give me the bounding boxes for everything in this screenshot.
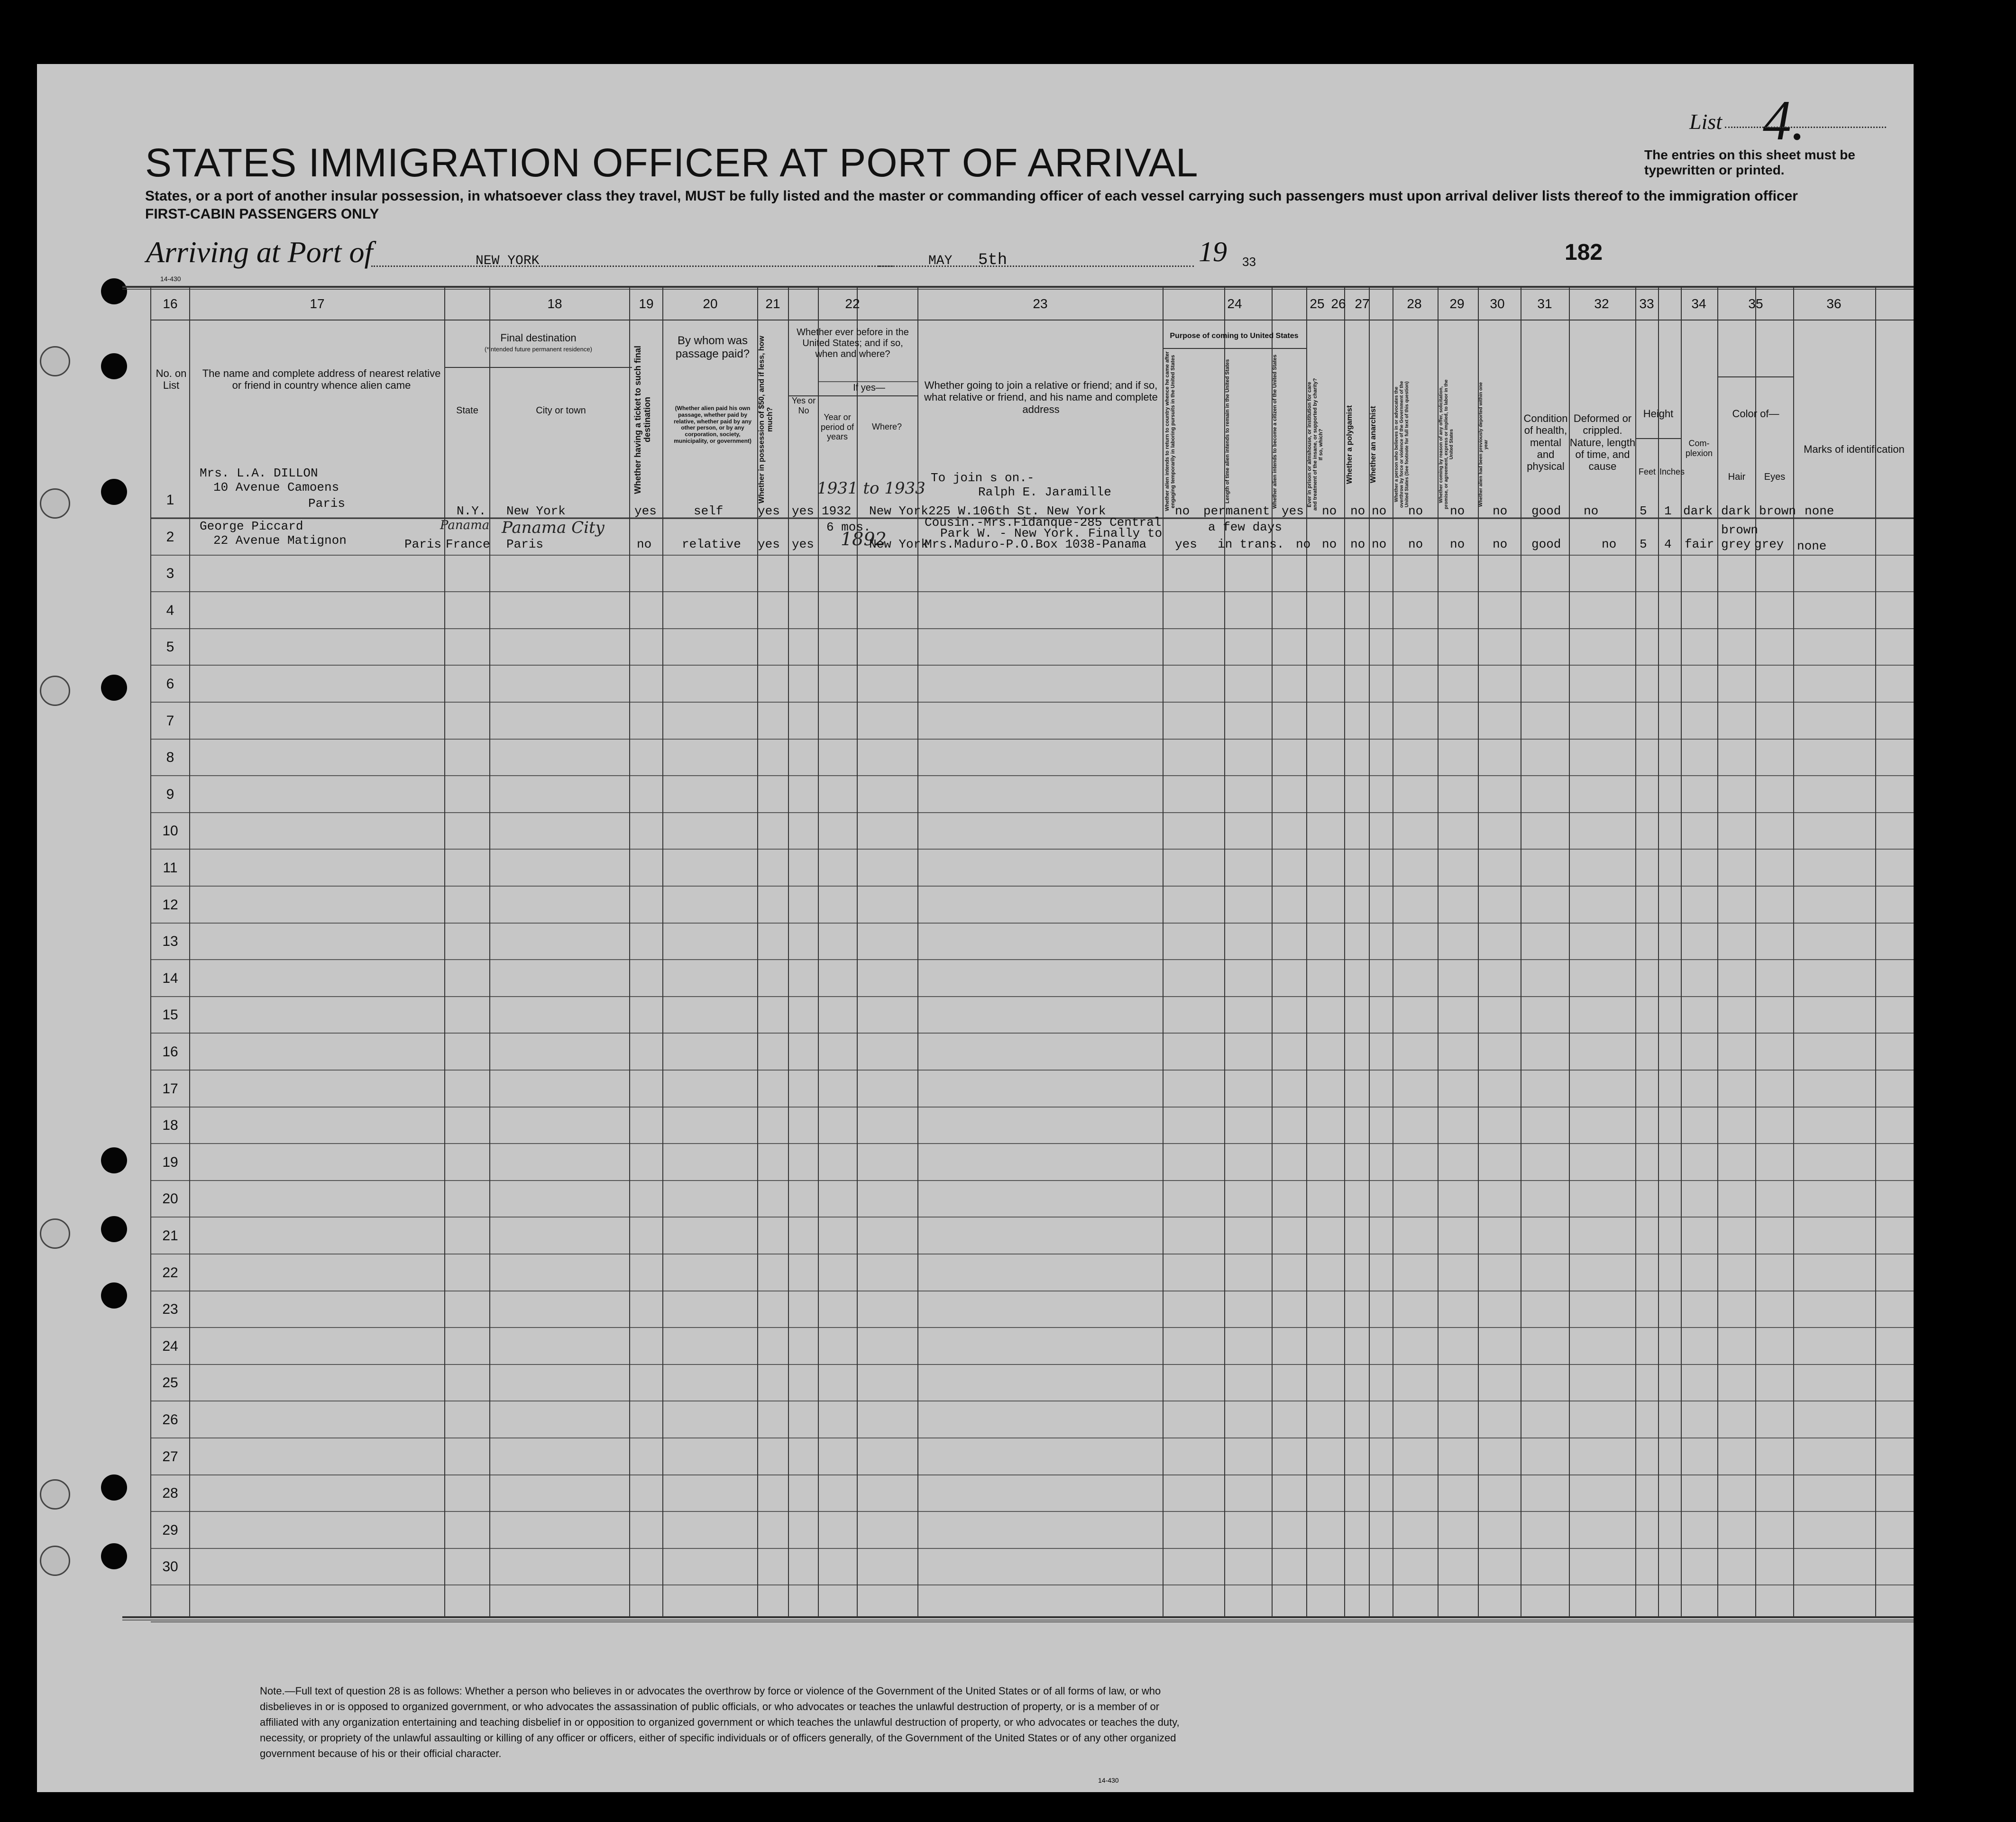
entry2-q29: no (1450, 537, 1465, 551)
entry1-polygamist: no (1350, 504, 1365, 518)
column-number-26: 26 (1331, 296, 1346, 311)
entry2-marks: none (1797, 539, 1827, 553)
header-health: Condition of health, mental and physical (1523, 412, 1568, 473)
row-number-5: 5 (166, 639, 174, 655)
column-number-20: 20 (703, 296, 718, 311)
arriving-label: Arriving at Port of (146, 235, 373, 269)
entry2-ticket: no (637, 537, 652, 551)
entry1-length: permanent (1203, 504, 1270, 518)
entry1-before: yes (792, 504, 814, 518)
header-purpose: Purpose of coming to United States (1170, 332, 1299, 340)
header-color: Color of— (1732, 408, 1779, 420)
entry1-inches: 1 (1664, 504, 1672, 518)
entry2-where: New York (869, 537, 928, 551)
footnote-form-code: 14-430 (1098, 1776, 1119, 1784)
column-number-35: 35 (1748, 296, 1763, 311)
entry2-inches: 4 (1664, 537, 1672, 551)
header-anarchist: Whether an anarchist (1369, 406, 1377, 483)
entry1-join-line3: 225 W.106th St. New York (928, 504, 1106, 518)
header-q28: Whether a person who believes in or advocates the overthrow by force or violence of the Government of the United States (See footnote for full text of this question) (1394, 381, 1410, 508)
footnote-question-28: Note.—Full text of question 28 is as follows: Whether a person who believes in or advocates the overthrow by force or violence of the Government of the United States or of all forms of law, or who disbelieves in or is opposed to organized government, or who advocates the assassination of public officials, or who advocates or teaches the unlawful destruction of property, or is a member of or affiliated with any organization entertaining and teaching disbelief in or opposition to organized government or which teaches the unlawful destruction of property, or who advocates or teaches the duty, necessity, or propriety of the unlawful assaulting or killing of any officer or officers, either of specific individuals or of officers generally, of the Government of the United States or of any other organized government because of his or their official character. (260, 1685, 1180, 1759)
header-feet: Feet (1638, 467, 1656, 476)
entry1-join-line1: To join s on.- (931, 471, 1035, 485)
entry2-money: yes (758, 537, 780, 551)
header-final-destination: Final destination (500, 332, 577, 344)
column-number-19: 19 (639, 296, 654, 311)
row-number-11: 11 (163, 860, 178, 876)
entry1-relative-line1: Mrs. L.A. DILLON (200, 466, 318, 480)
row-number-16: 16 (162, 1044, 178, 1060)
header-q29: Whether coming by reason of any offer, solicitation, promise, or agreement, express or implied, to labor in the United States (1439, 379, 1454, 510)
entry1-year: 1932 (822, 504, 852, 518)
entry2-join-line1: Cousin.-Mrs.Fidanque-285 Central (925, 515, 1162, 530)
entry1-eyes: brown (1759, 504, 1796, 518)
column-number-36: 36 (1826, 296, 1842, 311)
header-deformed: Deformed or crippled. Nature, length of time, and cause (1569, 412, 1636, 473)
entry2-anarchist: no (1372, 537, 1387, 551)
header-purpose-length: Length of time alien intends to remain in the United States (1225, 359, 1230, 504)
arrival-port: NEW YORK (476, 254, 540, 268)
entry2-length-line1: a few days (1208, 520, 1283, 534)
row-number-23: 23 (162, 1301, 178, 1317)
arrival-year-prefix: 19 (1199, 236, 1227, 267)
arrival-day: 5th (978, 251, 1008, 269)
header-marks: Marks of identification (1804, 443, 1905, 455)
entry1-health: good (1531, 504, 1561, 518)
header-nearest-relative: The name and complete address of nearest relative or friend in country whence alien came (202, 367, 441, 392)
header-final-destination-sub: (*Intended future permanent residence) (485, 346, 592, 353)
entry2-deformed: no (1602, 537, 1617, 551)
row-number-1: 1 (166, 492, 174, 508)
row-number-6: 6 (166, 676, 174, 692)
column-number-24: 24 (1227, 296, 1242, 311)
column-number-18: 18 (547, 296, 562, 311)
header-if-yes: If yes— (853, 383, 885, 393)
entry2-hair-line1: brown (1721, 523, 1759, 537)
entry2-state-handwritten: Panama (440, 518, 490, 532)
entry1-citizen: yes (1282, 504, 1304, 518)
row-number-30: 30 (162, 1559, 178, 1575)
header-money: Whether in possession of $50, and if less, how much? (758, 336, 774, 504)
header-no-on-list: No. on List (156, 367, 187, 392)
row-number-28: 28 (162, 1485, 178, 1501)
row-number-2: 2 (166, 529, 174, 545)
entry2-prison: no (1322, 537, 1337, 551)
row-number-25: 25 (162, 1375, 178, 1391)
list-number: 4. (1763, 89, 1805, 152)
header-hair: Hair (1728, 472, 1746, 482)
header-ticket: Whether having a ticket to such final destination (633, 345, 652, 494)
column-number-25: 25 (1310, 296, 1325, 311)
entry1-money: yes (758, 504, 780, 518)
arrival-year-suffix: 33 (1242, 255, 1256, 269)
header-complexion: Com-plexion (1685, 439, 1713, 458)
column-number-29: 29 (1449, 296, 1465, 311)
header-q30: Whether alien had been previously deported within one year (1478, 382, 1489, 507)
entry1-city: New York (506, 504, 566, 518)
instructions-line: States, or a port of another insular possession, in whatsoever class they travel, MUST be fully listed and the master or commanding officer of each vessel carrying such passengers must upon arrival deliver lists thereof to the immigration officer (145, 188, 1798, 204)
entry1-complexion: dark (1683, 504, 1713, 518)
entry1-relative-line2: 10 Avenue Camoens (213, 480, 339, 494)
entry2-eyes: grey (1754, 537, 1784, 551)
header-where: Where? (871, 422, 902, 431)
entry2-complexion: fair (1685, 537, 1714, 551)
entry2-length-line2: in trans. (1218, 537, 1284, 551)
form-title: STATES IMMIGRATION OFFICER AT PORT OF ARRIVAL (145, 140, 1199, 185)
header-prison: Ever in prison or almshouse, or institution for care and treatment of the insane, or supported by charity? If so, which? (1307, 378, 1324, 511)
entries-note: The entries on this sheet must be typewritten or printed. (1644, 147, 1855, 177)
header-before-us: Whether ever before in the United States; and if so, when and where? (797, 327, 909, 359)
column-number-16: 16 (163, 296, 178, 311)
manifest-sheet (37, 64, 1914, 1792)
row-number-18: 18 (162, 1117, 178, 1133)
header-purpose-return: Whether alien intends to return to country whence he came after engaging temporarily in laboring pursuits in the United States (1164, 351, 1176, 512)
row-number-8: 8 (166, 750, 174, 765)
header-state: State (456, 405, 478, 416)
entry1-relative-line3: Paris (308, 496, 346, 511)
entry1-return: no (1175, 504, 1190, 518)
entry1-q29: no (1450, 504, 1465, 518)
row-number-29: 29 (162, 1522, 178, 1538)
row-number-4: 4 (166, 603, 174, 618)
entry1-marks: none (1805, 504, 1834, 518)
entry1-annotation: 1931 to 1933 (817, 479, 926, 498)
entry1-state: N.Y. (457, 504, 486, 518)
row-number-3: 3 (166, 566, 174, 581)
entry2-feet: 5 (1640, 537, 1647, 551)
row-number-24: 24 (162, 1338, 178, 1354)
entry1-deformed: no (1584, 504, 1599, 518)
header-city: City or town (536, 405, 586, 416)
entry2-return: yes (1175, 537, 1197, 551)
column-number-31: 31 (1537, 296, 1552, 311)
header-height: Height (1643, 408, 1674, 420)
header-polygamist: Whether a polygamist (1346, 405, 1354, 484)
entry1-where: New York (869, 504, 928, 518)
row-number-17: 17 (162, 1081, 178, 1097)
column-number-23: 23 (1033, 296, 1048, 311)
form-code: 14-430 (160, 275, 181, 283)
entry2-city-handwritten: Panama City (502, 518, 605, 537)
arrival-month: MAY (928, 254, 953, 268)
entry2-polygamist: no (1350, 537, 1365, 551)
header-yes-no: Yes or No (791, 396, 816, 415)
entry1-q30: no (1493, 504, 1508, 518)
first-cabin-note: FIRST-CABIN PASSENGERS ONLY (145, 206, 379, 222)
entry2-state: France (446, 537, 490, 551)
manifest-grid (37, 64, 1914, 1792)
entry2-relative-city: Paris (404, 537, 442, 551)
row-number-15: 15 (162, 1007, 178, 1023)
entry2-join-line2: Park W. - New York. Finally to (940, 526, 1163, 540)
entry1-passage: self (694, 504, 724, 518)
row-number-10: 10 (162, 823, 178, 839)
header-joining: Whether going to join a relative or friend; and if so, what relative or friend, and his name and complete address (924, 379, 1158, 415)
list-label: List (1689, 110, 1723, 134)
entry2-join-line3: Mrs.Maduro-P.O.Box 1038-Panama (925, 537, 1147, 551)
column-number-21: 21 (765, 296, 780, 311)
header-passage-sub: (Whether alien paid his own passage, whether paid by relative, whether paid by any other person, or by any corporation, society, municipality, or government) (673, 405, 752, 444)
header-eyes: Eyes (1764, 472, 1786, 482)
row-number-26: 26 (162, 1412, 178, 1428)
column-number-32: 32 (1594, 296, 1609, 311)
row-number-12: 12 (162, 897, 178, 913)
column-number-33: 33 (1639, 296, 1654, 311)
column-number-28: 28 (1407, 296, 1422, 311)
header-purpose-citizen: Whether alien intends to become a citizen of the United States (1272, 354, 1278, 509)
row-number-20: 20 (162, 1191, 178, 1207)
entry2-year-line1: 6 mos. (826, 520, 871, 534)
entry2-before: yes (792, 537, 814, 551)
column-number-17: 17 (310, 296, 325, 311)
header-passage: By whom was passage paid? (675, 334, 750, 360)
entry2-citizen: no (1296, 537, 1311, 551)
entry2-city: Paris (506, 537, 544, 551)
entry1-q28: no (1408, 504, 1423, 518)
row-number-22: 22 (162, 1265, 178, 1281)
entry1-feet: 5 (1640, 504, 1647, 518)
entry2-health: good (1531, 537, 1561, 551)
column-number-27: 27 (1355, 296, 1370, 311)
row-number-14: 14 (162, 971, 178, 986)
column-number-22: 22 (845, 296, 860, 311)
row-number-7: 7 (166, 713, 174, 729)
entry1-join-line2: Ralph E. Jaramille (978, 485, 1111, 499)
entry1-hair: dark (1721, 504, 1751, 518)
entry2-year-handwritten: 1892 (841, 529, 887, 549)
entry2-q30: no (1493, 537, 1508, 551)
entry2-relative-line1: George Piccard (200, 519, 303, 533)
entry1-prison: no (1322, 504, 1337, 518)
entry2-passage: relative (682, 537, 741, 551)
row-number-9: 9 (166, 787, 174, 802)
row-number-21: 21 (162, 1228, 178, 1244)
row-number-19: 19 (162, 1154, 178, 1170)
page-number: 182 (1565, 240, 1603, 265)
row-number-13: 13 (162, 934, 178, 949)
entry1-ticket: yes (634, 504, 657, 518)
header-inches: Inches (1659, 467, 1685, 476)
column-number-34: 34 (1691, 296, 1706, 311)
row-number-27: 27 (162, 1449, 178, 1465)
entry1-anarchist: no (1372, 504, 1387, 518)
header-year-period: Year or period of years (820, 412, 854, 442)
column-number-30: 30 (1490, 296, 1505, 311)
entry2-q28: no (1408, 537, 1423, 551)
entry2-relative-line2: 22 Avenue Matignon (213, 533, 347, 548)
entry2-hair-line2: grey (1721, 537, 1751, 551)
